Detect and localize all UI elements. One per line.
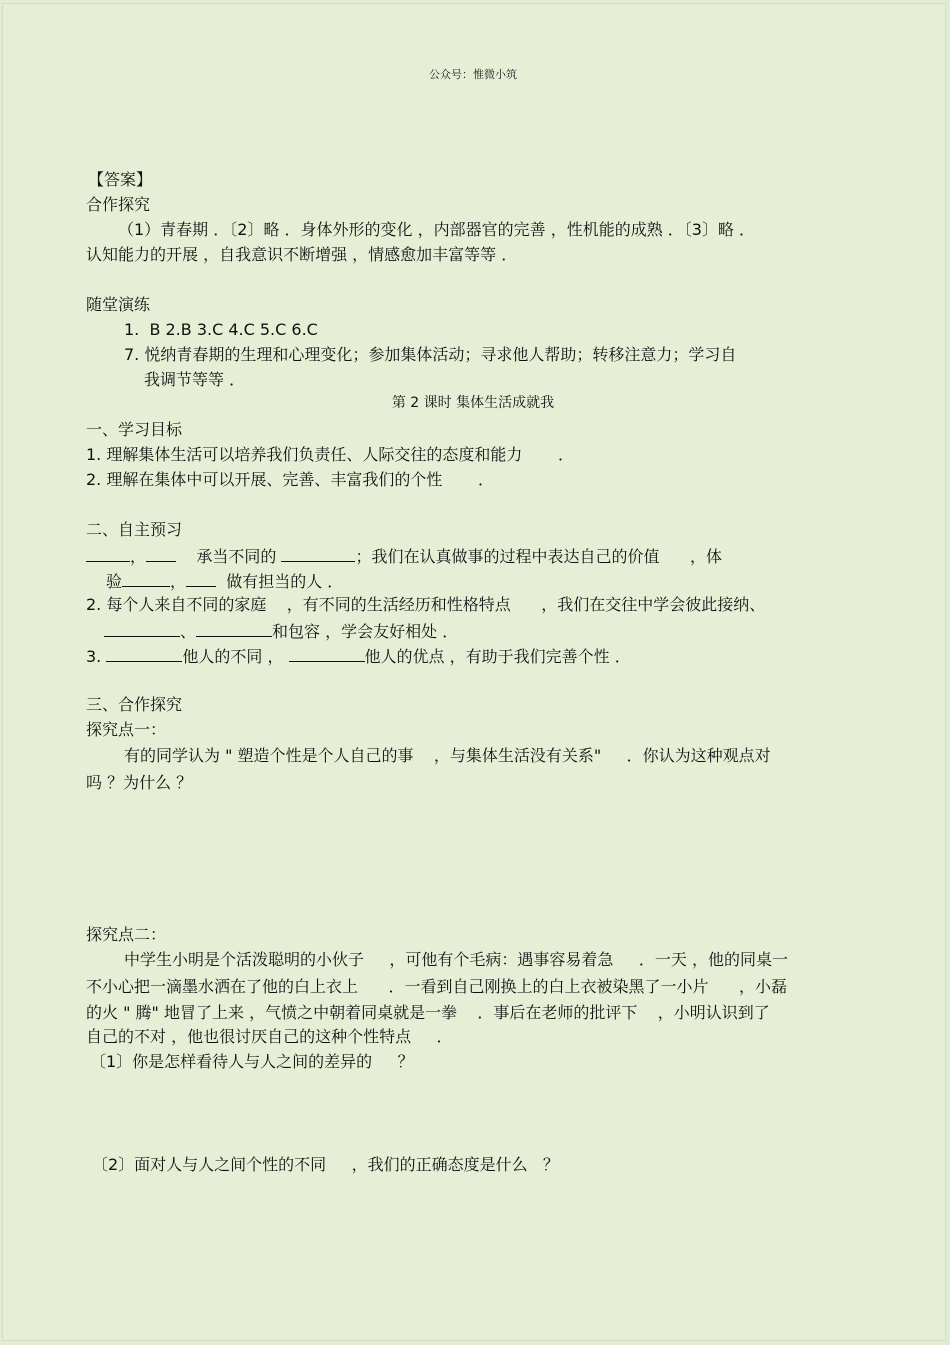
inquiry-point-title: 探究点二： [86, 925, 167, 944]
preview-line [106, 570, 343, 592]
separator: ， [170, 572, 187, 591]
coop-answer-line: 认知能力的开展 ，自我意识不断增强 ，情感愈加丰富等等 ． [86, 245, 518, 264]
fill-blank[interactable] [281, 545, 355, 562]
objective-item: 2. 理解在集体中可以开展、完善、丰富我们的个性 ． [86, 470, 494, 489]
practice-answer-line: 我调节等等 ． [144, 370, 246, 389]
inquiry-question: 〔1〕你是怎样看待人与人之间的差异的 ？ [90, 1052, 414, 1071]
practice-answer-line: 1. B 2.B 3.C 4.C 5.C 6.C [124, 320, 318, 339]
fill-blank[interactable] [86, 545, 130, 562]
preview-text: 承当不同的 [196, 547, 277, 566]
answer-title: 【答案】 [88, 170, 153, 189]
practice-answer-line: 7. 悦纳青春期的生理和心理变化；参加集体活动；寻求他人帮助；转移注意力；学习自 [124, 345, 737, 364]
preview-title: 二、自主预习 [86, 520, 183, 539]
fill-blank[interactable] [106, 645, 182, 662]
fill-blank[interactable] [186, 570, 216, 587]
inquiry-text: 的火 " 腾" 地冒了上来 ，气愤之中朝着同桌就是一拳 ．事后在老师的批评下 ，小明认识到了 [86, 1003, 770, 1022]
fill-blank[interactable] [196, 620, 272, 637]
lesson-title: 第 2 课时 集体生活成就我 [391, 395, 555, 411]
inquiry-question: 〔2〕面对人与人之间个性的不同 ，我们的正确态度是什么 ？ [92, 1155, 559, 1174]
fill-blank[interactable] [146, 545, 176, 562]
inquiry-text: 有的同学认为 " 塑造个性是个人自己的事 ，与集体生活没有关系" ．你认为这种观点对 [124, 746, 771, 765]
preview-text: 3. [86, 647, 102, 666]
page-header: 公众号：惟微小筑 [429, 68, 517, 81]
preview-text: 他人的优点 ，有助于我们完善个性 ． [364, 647, 631, 666]
inquiry-title: 三、合作探究 [86, 695, 183, 714]
practice-title: 随堂演练 [86, 295, 151, 314]
inquiry-text: 吗 ？为什么 ？ [86, 773, 193, 792]
preview-text: 和包容 ，学会友好相处 ． [272, 622, 459, 641]
preview-line [86, 645, 631, 667]
separator: ， [130, 547, 147, 566]
fill-blank[interactable] [104, 620, 180, 637]
inquiry-text: 中学生小明是个活泼聪明的小伙子 ，可他有个毛病：遇事容易着急 ．一天 ，他的同桌一 [124, 950, 788, 969]
preview-text: ；我们在认真做事的过程中表达自己的价值 ，体 [355, 547, 722, 566]
separator: 、 [180, 622, 197, 641]
coop-answer-line: （1）青春期 ．〔2〕略 ．身体外形的变化 ，内部器官的完善 ，性机能的成熟 ．〔3〕略 ． [118, 220, 756, 239]
coop-title: 合作探究 [86, 195, 151, 214]
objectives-title: 一、学习目标 [86, 420, 183, 439]
objective-item: 1. 理解集体生活可以培养我们负责任、人际交往的态度和能力 ． [86, 445, 574, 464]
inquiry-text: 自己的不对 ，他也很讨厌自己的这种个性特点 ． [86, 1027, 453, 1046]
preview-text: 做有担当的人 ． [226, 572, 344, 591]
preview-text: 他人的不同 ， [182, 647, 284, 666]
fill-blank[interactable] [122, 570, 170, 587]
preview-line [104, 620, 458, 642]
inquiry-point-title: 探究点一： [86, 720, 167, 739]
inquiry-text: 不小心把一滴墨水洒在了他的白上衣上 ．一看到自己刚换上的白上衣被染黑了一小片 ，小磊 [86, 977, 788, 996]
fill-blank[interactable] [289, 645, 365, 662]
preview-line: 2. 每个人来自不同的家庭 ，有不同的生活经历和性格特点 ，我们在交往中学会彼此接纳、 [86, 595, 766, 614]
preview-line [86, 545, 722, 567]
preview-text: 验 [106, 572, 123, 591]
